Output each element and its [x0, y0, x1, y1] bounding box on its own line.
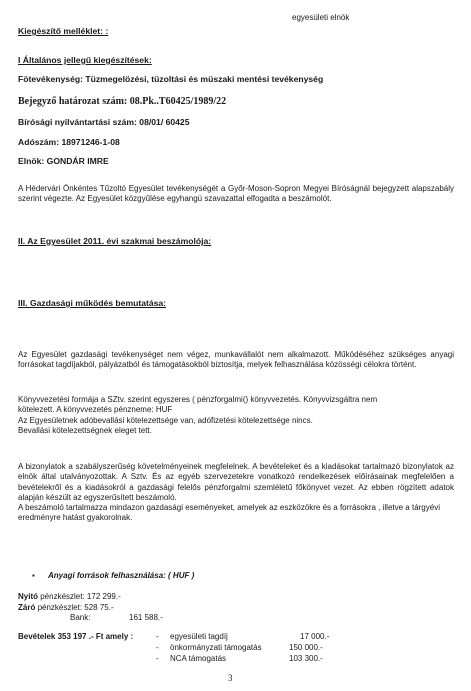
- revenue-item-label: NCA támogatás: [170, 654, 227, 663]
- revenue-item-label: egyesületi tagdíj: [170, 632, 228, 641]
- funds-title: Anyagi források felhasználása: ( HUF ): [48, 571, 195, 580]
- revenue-label: Bevételek 353 197 .- Ft amely :: [18, 632, 134, 641]
- revenue-dash: -: [156, 643, 159, 652]
- closing-balance: [18, 603, 114, 612]
- revenue-item-label: önkormányzati támogatás: [170, 643, 262, 652]
- closing-label: Záró: [18, 603, 36, 612]
- closing-value: pénzkészlet: 528 75.-: [37, 603, 114, 612]
- bookkeeping-line: Könyvvezetési formája a SZtv. szerint egyszeres ( pénzforgalmi() könyvvezetés. Könyvvizsgáltra nem: [18, 395, 378, 404]
- opening-balance: [18, 592, 121, 601]
- section-heading-general: I Általános jellegű kiegészítések:: [18, 55, 152, 65]
- section-heading-economic: III. Gazdasági működés bemutatása:: [18, 298, 167, 308]
- opening-value: pénzkészlet: 172 299.-: [40, 592, 121, 601]
- section-heading-professional-report: II. Az Egyesület 2011. évi szakmai beszámolója:: [18, 236, 212, 246]
- president: Elnök: GONDÁR IMRE: [18, 156, 109, 166]
- revenue-item-amount: 17 000.-: [300, 632, 330, 641]
- bookkeeping-paragraph: [18, 395, 458, 437]
- revenue-dash: -: [156, 632, 159, 641]
- page-number: 3: [228, 673, 233, 683]
- bookkeeping-line: Az Egyesületnek adóbevallási kötelezettsége van, adófizetési kötelezettsége nincs.: [18, 415, 313, 425]
- economic-paragraph-1: Az Egyesület gazdasági tevékenységet nem végez, munkavállalót nem alkalmazott. Működéséhez szükséges anyagi forrásokat tagdíjakból, pályázatból és támogatásokból biztosítja, melyek felhasználása közösségi célokra történt.: [18, 350, 454, 370]
- bullet-icon: ▪: [32, 571, 35, 580]
- revenue-item-amount: 150 000.-: [289, 643, 323, 652]
- revenue-dash: -: [156, 654, 159, 663]
- bank-label: Bank:: [70, 613, 91, 622]
- revenue-item-amount: 103 300.-: [289, 654, 323, 663]
- signature-caption: egyesületi elnök: [292, 13, 350, 22]
- opening-label: Nyitó: [18, 592, 38, 601]
- document-title: Kiegészítő melléklet: :: [18, 26, 109, 36]
- bookkeeping-line: Bevallási kötelezettségnek eleget tett.: [18, 426, 152, 436]
- main-activity: Fötevékenység: Tüzmegelözési, tüzoltási és müszaki mentési tevékenység: [18, 74, 324, 84]
- court-registration-number: Bírósági nyilvántartási szám: 08/01/ 60425: [18, 117, 190, 127]
- economic-paragraph-3: A bizonylatok a szabályszerűség követelményeinek megfelelnek. A bevételeket és a kiadásokat tartalmazó bizonylatok az elnök által utalványozottak. A Sztv. És az egyéb szervezetekre vonatkozó rendelkezések előírásainak megfelelően a bevételekről és a kiadásokról a gazdasági felelős pénzforgalmi szemléletű főkönyvet vezet. Az ebben rögzített adatok alapján készült az egyszerűsített beszámoló.: [18, 462, 454, 503]
- registration-decision: Bejegyző határozat szám: 08.Pk..T60425/1989/22: [18, 96, 227, 107]
- bookkeeping-line: kötelezett. A könyvvezetés pénzneme: HUF: [18, 405, 173, 415]
- bank-value: 161 588.-: [129, 613, 163, 622]
- tax-number: Adószám: 18971246-1-08: [18, 137, 120, 147]
- economic-paragraph-4: A beszámoló tartalmazza mindazon gazdasági eseményeket, amelyek az eszközökre és a forrásokra , illetve a tárgyévi eredményre hatást gyakorolnak.: [18, 503, 440, 523]
- intro-paragraph: A Hédervári Önkéntes Tűzoltó Egyesület tevékenységét a Győr-Moson-Sopron Megyei Bíróságnál bejegyzett alapszabály szerint végezte. Az Egyesület közgyűlése egyhangú szavazattal elfogadta a beszámolót.: [18, 184, 454, 204]
